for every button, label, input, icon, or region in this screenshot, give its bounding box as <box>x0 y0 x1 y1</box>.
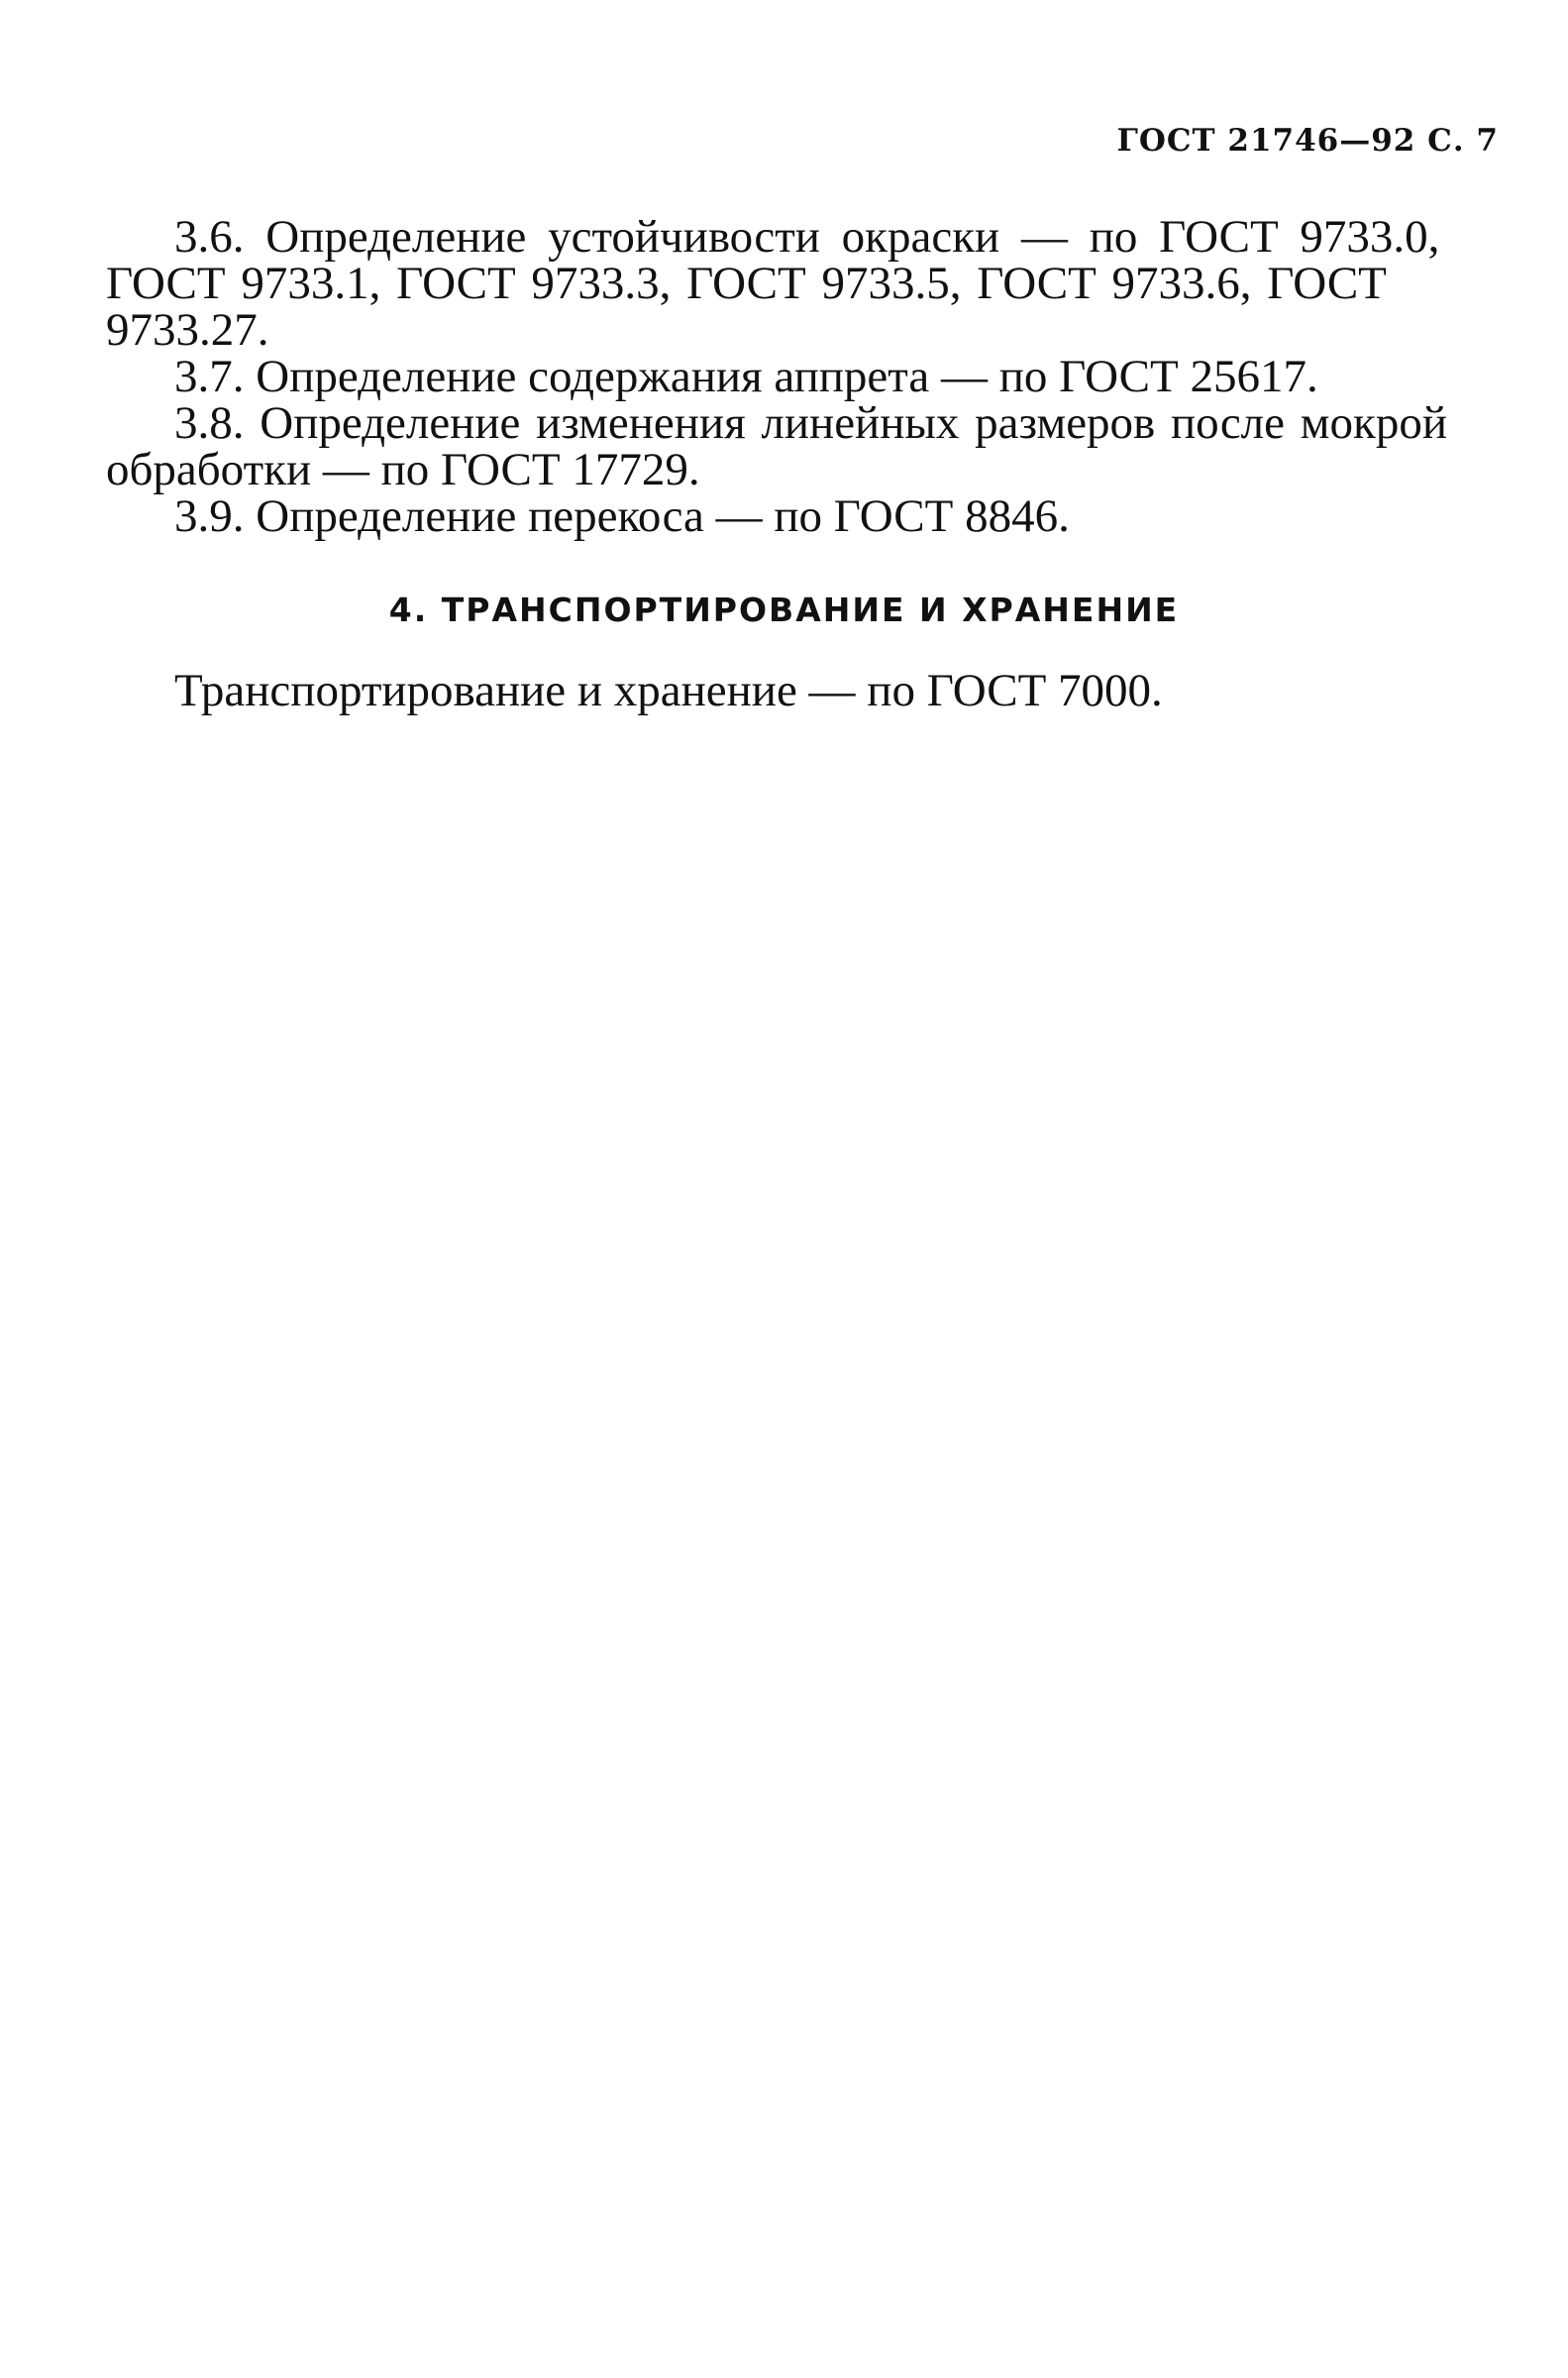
clause-3-8-line-1: 3.8. Определение изменения линейных размеров после мокрой <box>174 397 1447 449</box>
clause-3-8 <box>106 397 1498 495</box>
clause-3-7 <box>106 351 1498 402</box>
clause-3-9-line-1: 3.9. Определение перекоса — по ГОСТ 8846. <box>174 490 1070 542</box>
section-3-body <box>106 211 1498 542</box>
section-4-text: Транспортирование и хранение — по ГОСТ 7000. <box>174 665 1163 716</box>
clause-3-6-line-3: 9733.27. <box>106 304 269 356</box>
section-4-heading: 4. ТРАНСПОРТИРОВАНИЕ И ХРАНЕНИЕ <box>388 591 1180 629</box>
clause-3-6-line-1: 3.6. Определение устойчивости окраски — по ГОСТ 9733.0, <box>174 211 1440 263</box>
clause-3-7-line-1: 3.7. Определение содержания аппрета — по ГОСТ 25617. <box>174 351 1318 402</box>
page-header-standard-ref: ГОСТ 21746—92 С. 7 <box>1116 123 1499 159</box>
clause-3-9 <box>106 490 1498 542</box>
clause-3-6-line-2: ГОСТ 9733.1, ГОСТ 9733.3, ГОСТ 9733.5, ГОСТ 9733.6, ГОСТ <box>106 258 1387 309</box>
clause-3-8-line-2: обработки — по ГОСТ 17729. <box>106 444 700 495</box>
clause-3-6 <box>106 211 1498 356</box>
